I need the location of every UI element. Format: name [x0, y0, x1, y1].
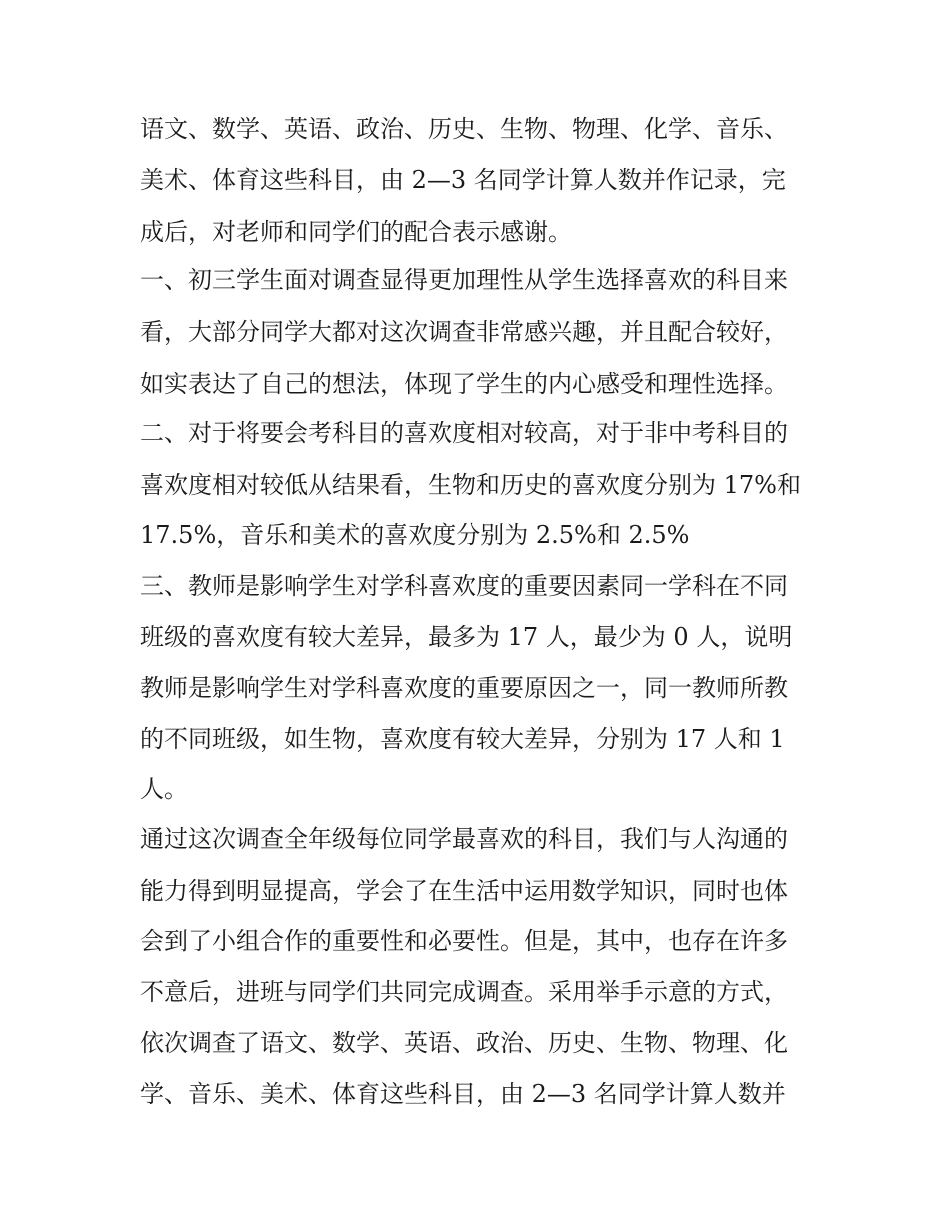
text-line: 三、教师是影响学生对学科喜欢度的重要因素同一学科在不同: [140, 572, 788, 600]
text-line: 语文、数学、英语、政治、历史、生物、物理、化学、音乐、: [140, 115, 788, 143]
text-line: 17.5%，音乐和美术的喜欢度分别为 2.5%和 2.5%: [140, 521, 690, 549]
text-line: 如实表达了自己的想法，体现了学生的内心感受和理性选择。: [140, 370, 788, 398]
text-line: 教师是影响学生对学科喜欢度的重要原因之一，同一教师所教: [140, 674, 788, 702]
text-line: 不意后，进班与同学们共同完成调查。采用举手示意的方式，: [140, 978, 788, 1006]
text-line: 班级的喜欢度有较大差异，最多为 17 人，最少为 0 人，说明: [140, 623, 793, 651]
text-line: 喜欢度相对较低从结果看，生物和历史的喜欢度分别为 17%和: [140, 471, 801, 499]
text-line: 成后，对老师和同学们的配合表示感谢。: [140, 218, 572, 246]
text-line: 人。: [140, 775, 188, 803]
text-line: 能力得到明显提高，学会了在生活中运用数学知识，同时也体: [140, 877, 788, 905]
text-line: 通过这次调查全年级每位同学最喜欢的科目，我们与人沟通的: [140, 825, 788, 853]
text-line: 看，大部分同学大都对这次调查非常感兴趣，并且配合较好，: [140, 318, 788, 346]
text-line: 美术、体育这些科目，由 2—3 名同学计算人数并作记录，完: [140, 166, 786, 194]
text-line: 会到了小组合作的重要性和必要性。但是，其中，也存在许多: [140, 927, 788, 955]
text-line: 的不同班级，如生物，喜欢度有较大差异，分别为 17 人和 1: [140, 725, 785, 753]
text-line: 学、音乐、美术、体育这些科目，由 2—3 名同学计算人数并: [140, 1080, 786, 1108]
text-line: 依次调查了语文、数学、英语、政治、历史、生物、物理、化: [140, 1029, 788, 1057]
text-line: 二、对于将要会考科目的喜欢度相对较高，对于非中考科目的: [140, 419, 788, 447]
text-line: 一、初三学生面对调查显得更加理性从学生选择喜欢的科目来: [140, 266, 788, 294]
